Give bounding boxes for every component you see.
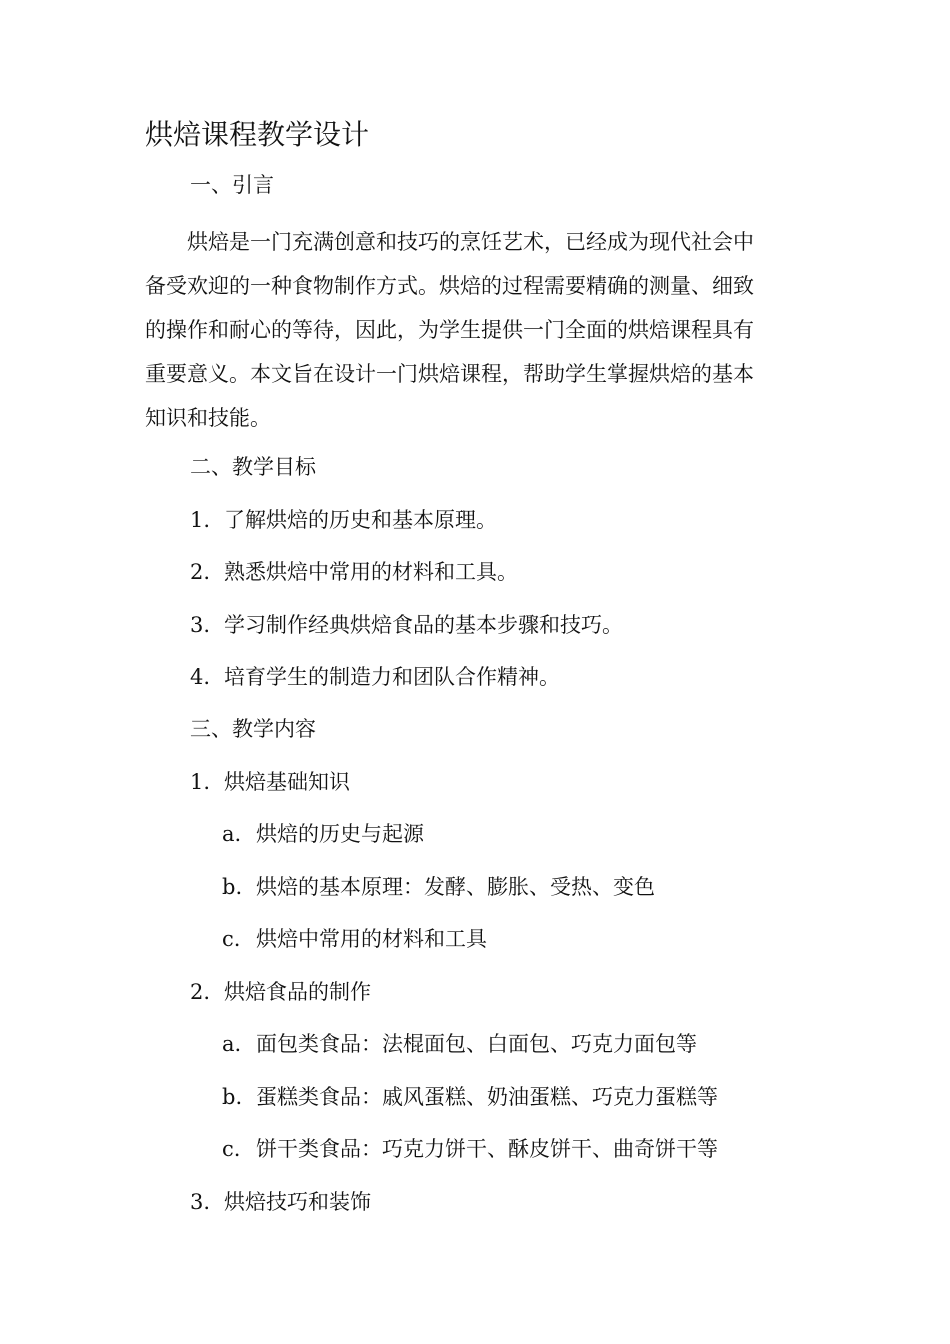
intro-line: 知识和技能。 — [145, 406, 271, 430]
section-heading-goals: 二、教学目标 — [190, 455, 316, 479]
goal-item — [190, 662, 560, 692]
intro-line: 烘焙是一门充满创意和技巧的烹饪艺术，已经成为现代社会中 — [145, 230, 754, 254]
subitem-mark: c. — [222, 1137, 241, 1161]
subitem-text: 蛋糕类食品：戚风蛋糕、奶油蛋糕、巧克力蛋糕等 — [256, 1085, 718, 1109]
content-subitem — [222, 1029, 697, 1059]
section-heading-intro: 一、引言 — [190, 173, 274, 197]
subitem-text: 烘焙中常用的材料和工具 — [256, 927, 487, 951]
section-heading-content: 三、教学内容 — [190, 717, 316, 741]
subitem-mark: a. — [222, 822, 242, 846]
content-item — [190, 977, 371, 1007]
goal-number: 1. — [190, 508, 211, 532]
goal-item — [190, 610, 623, 640]
content-subitem — [222, 1134, 718, 1164]
subitem-text: 面包类食品：法棍面包、白面包、巧克力面包等 — [256, 1032, 697, 1056]
intro-line: 的操作和耐心的等待，因此，为学生提供一门全面的烘焙课程具有 — [145, 318, 754, 342]
document-title: 烘焙课程教学设计 — [145, 118, 370, 151]
goal-text: 学习制作经典烘焙食品的基本步骤和技巧。 — [224, 613, 623, 637]
goal-number: 3. — [190, 613, 211, 637]
subitem-text: 饼干类食品：巧克力饼干、酥皮饼干、曲奇饼干等 — [256, 1137, 718, 1161]
content-item — [190, 1187, 371, 1217]
subitem-text: 烘焙的基本原理：发酵、膨胀、受热、变色 — [256, 875, 655, 899]
goal-text: 培育学生的制造力和团队合作精神。 — [224, 665, 560, 689]
intro-paragraph — [145, 220, 795, 440]
subitem-mark: c. — [222, 927, 241, 951]
content-number: 2. — [190, 980, 211, 1004]
goal-number: 4. — [190, 665, 211, 689]
content-subitem — [222, 924, 487, 954]
content-text: 烘焙食品的制作 — [224, 980, 371, 1004]
subitem-mark: a. — [222, 1032, 242, 1056]
goal-number: 2. — [190, 560, 211, 584]
intro-line: 重要意义。本文旨在设计一门烘焙课程，帮助学生掌握烘焙的基本 — [145, 362, 754, 386]
subitem-mark: b. — [222, 1085, 243, 1109]
subitem-text: 烘焙的历史与起源 — [256, 822, 424, 846]
content-subitem — [222, 872, 655, 902]
goal-item — [190, 505, 497, 535]
content-subitem — [222, 819, 424, 849]
goal-text: 熟悉烘焙中常用的材料和工具。 — [224, 560, 518, 584]
goal-item — [190, 557, 518, 587]
intro-line: 备受欢迎的一种食物制作方式。烘焙的过程需要精确的测量、细致 — [145, 274, 754, 298]
content-text: 烘焙基础知识 — [224, 770, 350, 794]
content-text: 烘焙技巧和装饰 — [224, 1190, 371, 1214]
goal-text: 了解烘焙的历史和基本原理。 — [224, 508, 497, 532]
content-number: 3. — [190, 1190, 211, 1214]
subitem-mark: b. — [222, 875, 243, 899]
content-number: 1. — [190, 770, 211, 794]
content-subitem — [222, 1082, 718, 1112]
content-item — [190, 767, 350, 797]
